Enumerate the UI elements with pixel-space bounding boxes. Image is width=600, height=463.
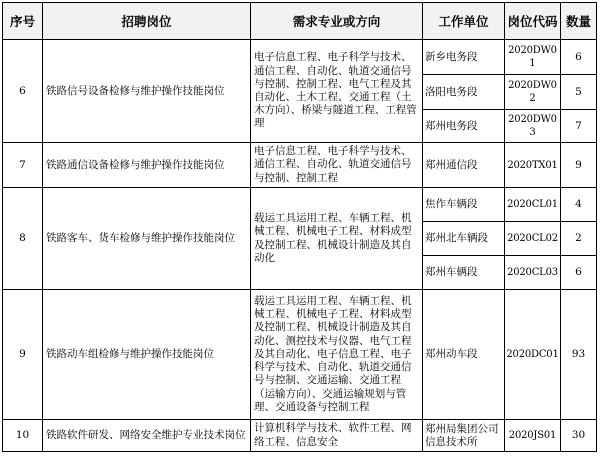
- unit-cell: 新乡电务段: [423, 40, 505, 75]
- seq-cell: 9: [3, 290, 43, 420]
- code-cell: 2020CL03: [505, 256, 561, 290]
- major-cell: 电子信息工程、电子科学与技术、通信工程、自动化、轨道交通信号与控制、控制工程: [251, 143, 423, 188]
- code-cell: 2020TX01: [505, 143, 561, 188]
- unit-cell: 郑州车辆段: [423, 256, 505, 290]
- unit-cell: 洛阳电务段: [423, 75, 505, 110]
- code-cell: 2020DW03: [505, 110, 561, 143]
- qty-cell: 9: [561, 143, 597, 188]
- unit-cell: 郑州动车段: [423, 290, 505, 420]
- header-qty: 数量: [561, 3, 597, 40]
- major-cell: 载运工具运用工程、车辆工程、机械工程、机械电子工程、材料成型及控制工程、机械设计制造及其自动化、测控技术与仪器、电气工程及其自动化、电子信息工程、电子科学与技术、自动化、轨道交通信号与控制、交通运输、交通工程（运输方向）、交通运输规划与管理、交通设备与控制工程: [251, 290, 423, 420]
- unit-cell: 郑州局集团公司信息技术所: [423, 420, 505, 452]
- seq-cell: 7: [3, 143, 43, 188]
- post-cell: 铁路软件研发、网络安全维护专业技术岗位: [43, 420, 251, 452]
- qty-cell: 6: [561, 40, 597, 75]
- major-cell: 电子信息工程、电子科学与技术、通信工程、自动化、轨道交通信号与控制、控制工程、电气工程及其自动化、土木工程、交通工程（土木方向）、桥梁与隧道工程、工程管理: [251, 40, 423, 143]
- header-major: 需求专业或方向: [251, 3, 423, 40]
- post-cell: 铁路客车、货车检修与维护操作技能岗位: [43, 188, 251, 290]
- table-row: [3, 40, 597, 75]
- qty-cell: 5: [561, 75, 597, 110]
- header-row: [3, 3, 597, 40]
- seq-cell: 8: [3, 188, 43, 290]
- qty-cell: 30: [561, 420, 597, 452]
- post-cell: 铁路信号设备检修与维护操作技能岗位: [43, 40, 251, 143]
- table-row: [3, 143, 597, 188]
- major-cell: 计算机科学与技术、软件工程、网络工程、信息安全: [251, 420, 423, 452]
- header-seq: 序号: [3, 3, 43, 40]
- header-post: 招聘岗位: [43, 3, 251, 40]
- code-cell: 2020CL02: [505, 222, 561, 256]
- unit-cell: 郑州电务段: [423, 110, 505, 143]
- qty-cell: 93: [561, 290, 597, 420]
- table-row: [3, 188, 597, 222]
- qty-cell: 2: [561, 222, 597, 256]
- qty-cell: 4: [561, 188, 597, 222]
- seq-cell: 6: [3, 40, 43, 143]
- unit-cell: 焦作车辆段: [423, 188, 505, 222]
- post-cell: 铁路动车组检修与维护操作技能岗位: [43, 290, 251, 420]
- table-row: [3, 290, 597, 420]
- qty-cell: 7: [561, 110, 597, 143]
- seq-cell: 10: [3, 420, 43, 452]
- header-unit: 工作单位: [423, 3, 505, 40]
- code-cell: 2020DW02: [505, 75, 561, 110]
- header-code: 岗位代码: [505, 3, 561, 40]
- code-cell: 2020DC01: [505, 290, 561, 420]
- unit-cell: 郑州通信段: [423, 143, 505, 188]
- qty-cell: 6: [561, 256, 597, 290]
- major-cell: 载运工具运用工程、车辆工程、机械工程、机械电子工程、材料成型及控制工程、机械设计制造及其自动化: [251, 188, 423, 290]
- code-cell: 2020DW01: [505, 40, 561, 75]
- code-cell: 2020JS01: [505, 420, 561, 452]
- code-cell: 2020CL01: [505, 188, 561, 222]
- recruitment-table-sheet: [2, 2, 596, 461]
- recruitment-table: [2, 2, 597, 452]
- table-row: [3, 420, 597, 452]
- unit-cell: 郑州北车辆段: [423, 222, 505, 256]
- post-cell: 铁路通信设备检修与维护操作技能岗位: [43, 143, 251, 188]
